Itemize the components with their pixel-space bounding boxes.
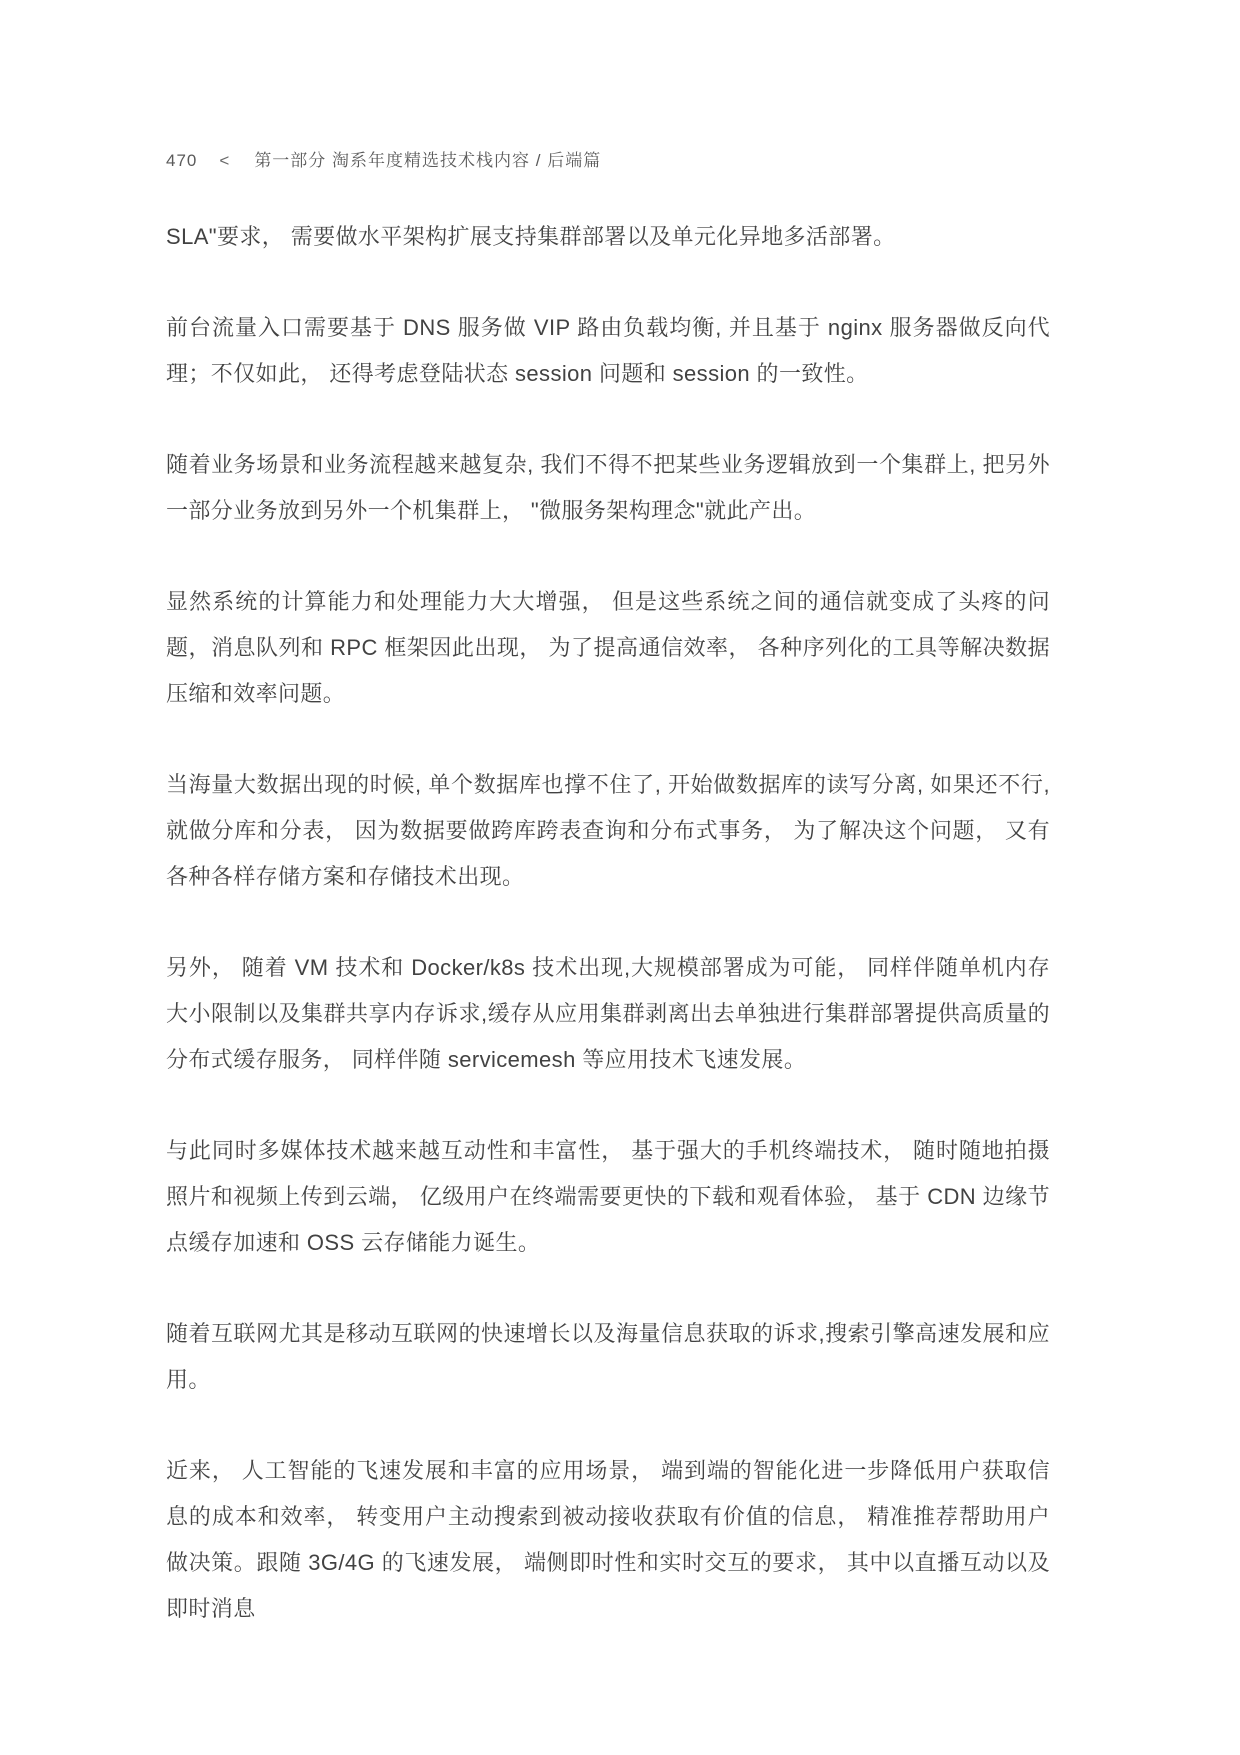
- paragraph-sla: SLA"要求， 需要做水平架构扩展支持集群部署以及单元化异地多活部署。: [166, 224, 896, 249]
- page-number: 470: [166, 151, 198, 170]
- header-separator-chevron: <: [219, 151, 231, 170]
- paragraph-microservices: 随着业务场景和业务流程越来越复杂, 我们不得不把某些业务逻辑放到一个集群上, 把另外一部分业务放到另外一个机集群上， "微服务架构理念"就此产出。: [166, 452, 1050, 523]
- paragraph-mq-rpc: 显然系统的计算能力和处理能力大大增强， 但是这些系统之间的通信就变成了头疼的问题，消息队列和 RPC 框架因此出现， 为了提高通信效率， 各种序列化的工具等解决数据压缩和效率问题。: [166, 589, 1050, 706]
- paragraph-vm-docker: 另外， 随着 VM 技术和 Docker/k8s 技术出现,大规模部署成为可能， 同样伴随单机内存大小限制以及集群共享内存诉求,缓存从应用集群剥离出去单独进行集群部署提供高质量的分布式缓存服务， 同样伴随 servicemesh 等应用技术飞速发展。: [166, 955, 1050, 1072]
- paragraph-search-engine: 随着互联网尤其是移动互联网的快速增长以及海量信息获取的诉求,搜索引擎高速发展和应用。: [166, 1321, 1050, 1392]
- page-body: [166, 214, 1050, 1632]
- page-header: [166, 146, 601, 171]
- paragraph-dns-vip: 前台流量入口需要基于 DNS 服务做 VIP 路由负载均衡, 并且基于 nginx 服务器做反向代理；不仅如此， 还得考虑登陆状态 session 问题和 session 的一致性。: [166, 315, 1050, 386]
- breadcrumb: 第一部分 淘系年度精选技术栈内容 / 后端篇: [254, 151, 602, 170]
- paragraph-database-sharding: 当海量大数据出现的时候, 单个数据库也撑不住了, 开始做数据库的读写分离, 如果还不行, 就做分库和分表， 因为数据要做跨库跨表查询和分布式事务， 为了解决这个问题， 又有各种各样存储方案和存储技术出现。: [166, 772, 1050, 889]
- paragraph-ai-3g4g: 近来， 人工智能的飞速发展和丰富的应用场景， 端到端的智能化进一步降低用户获取信息的成本和效率， 转变用户主动搜索到被动接收获取有价值的信息， 精准推荐帮助用户做决策。跟随 3G/4G 的飞速发展， 端侧即时性和实时交互的要求， 其中以直播互动以及即时消息: [166, 1458, 1050, 1621]
- paragraph-multimedia-cdn-oss: 与此同时多媒体技术越来越互动性和丰富性， 基于强大的手机终端技术， 随时随地拍摄照片和视频上传到云端， 亿级用户在终端需要更快的下载和观看体验， 基于 CDN 边缘节点缓存加速和 OSS 云存储能力诞生。: [166, 1138, 1050, 1255]
